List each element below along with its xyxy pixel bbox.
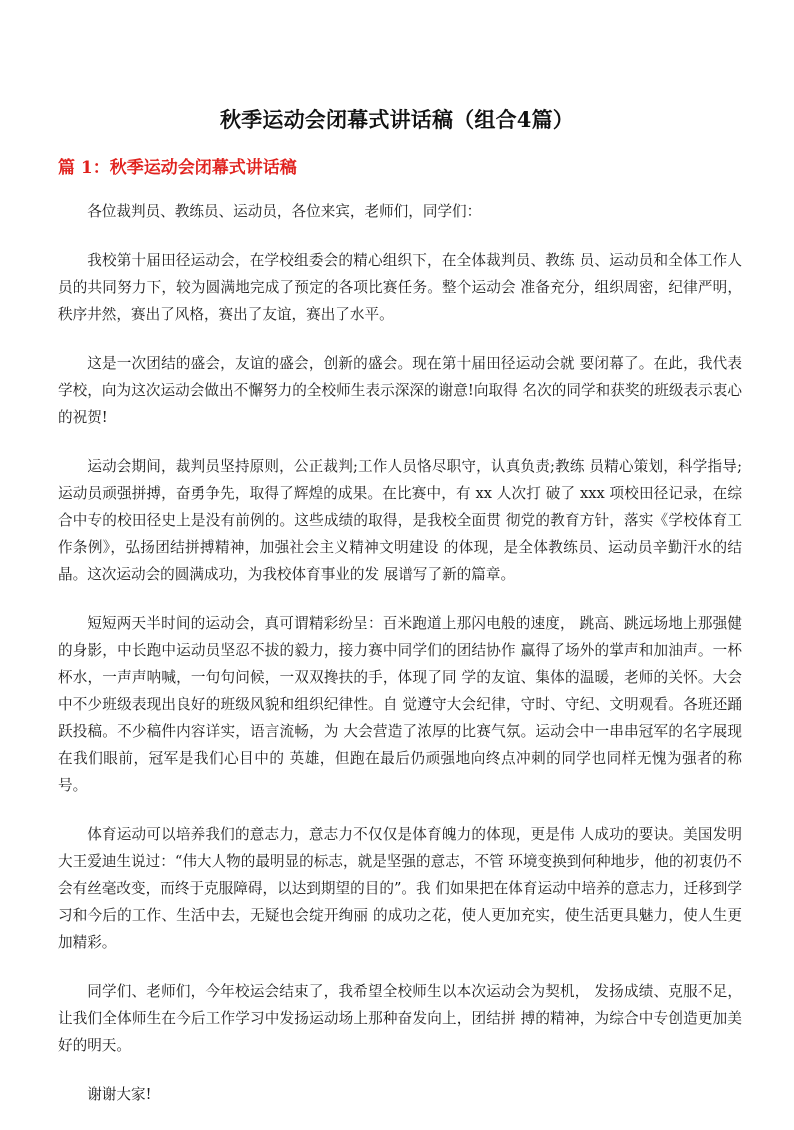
paragraph-closing: 谢谢大家!	[87, 1086, 152, 1103]
paragraph: 这是一次团结的盛会，友谊的盛会，创新的盛会。现在第十届田径运动会就 要闭幕了。在此，我代表学校，向为这次运动会做出不懈努力的全校师生表示深深的谢意!向取得 名次的同学和获奖的班级表示衷心的祝贺!	[58, 355, 742, 426]
section-heading: 篇 1：秋季运动会闭幕式讲话稿	[58, 158, 297, 178]
paragraph: 我校第十届田径运动会，在学校组委会的精心组织下，在全体裁判员、教练 员、运动员和全体工作人员的共同努力下，较为圆满地完成了预定的各项比赛任务。整个运动会 准备充分，组织周密，纪律严明，秩序井然，赛出了风格，赛出了友谊，赛出了水平。	[58, 252, 742, 323]
paragraph: 体育运动可以培养我们的意志力，意志力不仅仅是体育魄力的体现，更是伟 人成功的要诀。美国发明大王爱迪生说过：“伟大人物的最明显的标志，就是坚强的意志，不管 环境变换到何种地步，他的初衷仍不会有丝毫改变，而终于克服障碍，以达到期望的目的”。我 们如果把在体育运动中培养的意志力，迁移到学习和今后的工作、生活中去，无疑也会绽开绚丽 的成功之花，使人更加充实，使生活更具魅力，使人生更加精彩。	[58, 826, 742, 951]
paragraph-salutation: 各位裁判员、教练员、运动员，各位来宾，老师们，同学们：	[87, 203, 482, 220]
document-body	[58, 198, 742, 1130]
paragraph: 短短两天半时间的运动会，真可谓精彩纷呈：百米跑道上那闪电般的速度， 跳高、跳远场地上那强健的身影，中长跑中运动员坚忍不拔的毅力，接力赛中同学们的团结协作 赢得了场外的掌声和加油声。一杯杯水，一声声呐喊，一句句问候，一双双搀扶的手，体现了同 学的友谊、集体的温暖，老师的关怀。大会中不少班级表现出良好的班级风貌和组织纪律性。自 觉遵守大会纪律，守时、守纪、文明观看。各班还踊跃投稿。不少稿件内容详实，语言流畅，为 大会营造了浓厚的比赛气氛。运动会中一串串冠军的名字展现在我们眼前，冠军是我们心目中的 英雄，但跑在最后仍顽强地向终点冲刺的同学也同样无愧为强者的称号。	[58, 615, 742, 794]
document-title: 秋季运动会闭幕式讲话稿（组合4篇）	[219, 107, 574, 132]
paragraph: 运动会期间，裁判员坚持原则，公正裁判;工作人员恪尽职守，认真负责;教练 员精心策划，科学指导;运动员顽强拼搏，奋勇争先，取得了辉煌的成果。在比赛中，有 xx 人次打 破了 xxx 项校田径记录，在综合中专的校田径史上是没有前例的。这些成绩的取得，是我校全面贯 彻党的教育方针，落实《学校体育工作条例》，弘扬团结拼搏精神，加强社会主义精神文明建设 的体现，是全体教练员、运动员辛勤汗水的结晶。这次运动会的圆满成功，为我校体育事业的发 展谱写了新的篇章。	[58, 458, 742, 583]
paragraph: 同学们、老师们，今年校运会结束了，我希望全校师生以本次运动会为契机， 发扬成绩、克服不足，让我们全体师生在今后工作学习中发扬运动场上那种奋发向上，团结拼 搏的精神，为综合中专创造更加美好的明天。	[58, 983, 742, 1054]
